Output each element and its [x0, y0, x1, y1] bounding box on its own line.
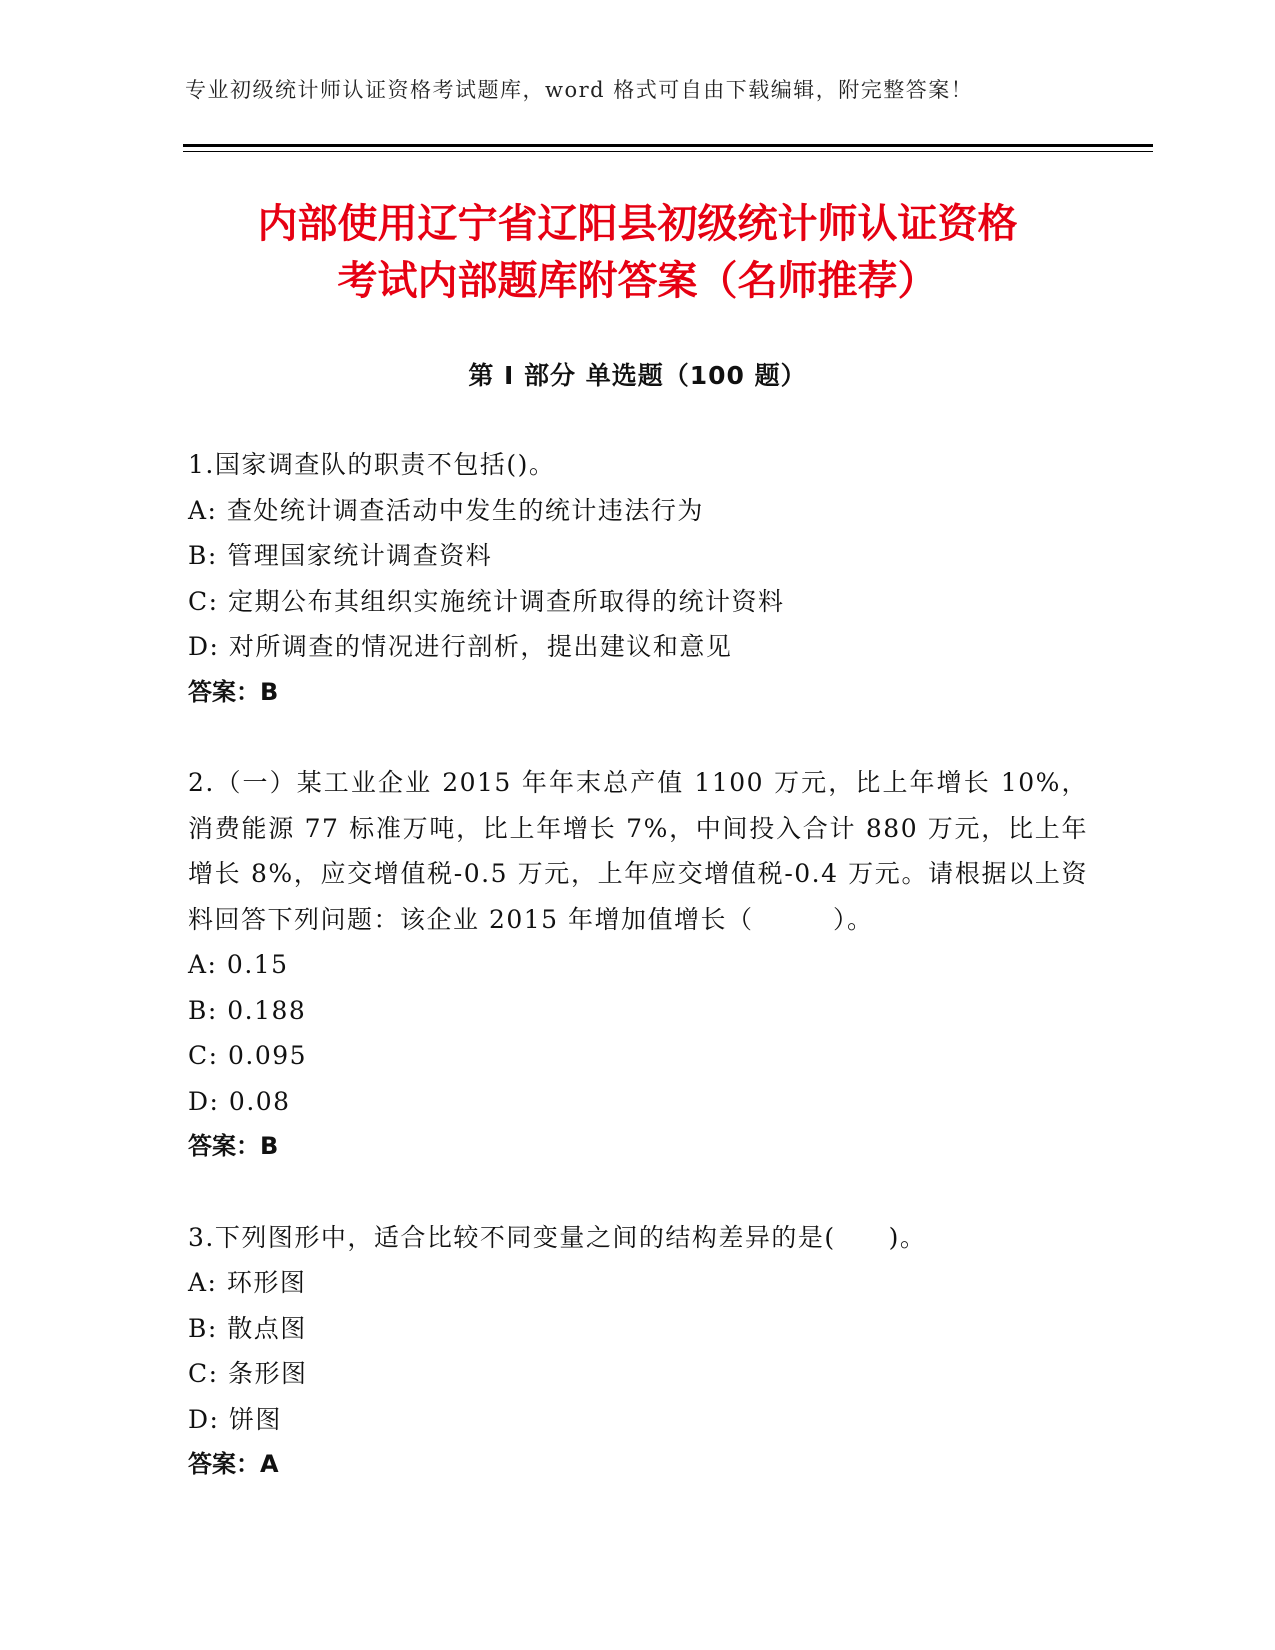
question-1 — [188, 442, 1088, 715]
option-a: A: 查处统计调查活动中发生的统计违法行为 — [188, 495, 704, 525]
option-d: D: 饼图 — [188, 1404, 282, 1434]
option-c: C: 定期公布其组织实施统计调查所取得的统计资料 — [188, 586, 785, 616]
option-d: D: 0.08 — [188, 1086, 291, 1116]
question-stem: 2.（一）某工业企业 2015 年年末总产值 1100 万元，比上年增长 10%，消费能源 77 标准万吨，比上年增长 7%，中间投入合计 880 万元，比上年增长 8%，应交增值税-0.5 万元，上年应交增值税-0.4 万元。请根据以上资料回答下列问题：该企业 2015 年增加值增长（ ）。 — [188, 768, 1088, 934]
section-title: 第 I 部分 单选题（100 题） — [468, 361, 807, 390]
option-a: A: 环形图 — [188, 1268, 307, 1297]
answer: 答案：B — [188, 1132, 279, 1160]
question-stem: 3.下列图形中，适合比较不同变量之间的结构差异的是( )。 — [188, 1222, 927, 1252]
document-title — [150, 196, 1125, 310]
title-line-2: 考试内部题库附答案（名师推荐） — [337, 258, 938, 304]
option-c: C: 0.095 — [188, 1041, 308, 1070]
title-line-1: 内部使用辽宁省辽阳县初级统计师认证资格 — [257, 201, 1018, 247]
answer: 答案：B — [188, 677, 279, 706]
question-3 — [188, 1215, 1088, 1488]
header-divider — [183, 144, 1153, 152]
option-d: D: 对所调查的情况进行剖析，提出建议和意见 — [188, 632, 733, 661]
option-b: B: 0.188 — [188, 995, 307, 1025]
option-a: A: 0.15 — [188, 950, 289, 979]
question-2 — [188, 760, 1088, 1170]
answer: 答案：A — [188, 1450, 279, 1478]
option-b: B: 管理国家统计调查资料 — [188, 541, 493, 570]
option-b: B: 散点图 — [188, 1313, 307, 1343]
header-note: 专业初级统计师认证资格考试题库，word 格式可自由下载编辑，附完整答案！ — [185, 78, 974, 102]
question-list — [188, 442, 1088, 1533]
question-stem: 1.国家调查队的职责不包括()。 — [188, 450, 556, 479]
option-c: C: 条形图 — [188, 1359, 308, 1388]
